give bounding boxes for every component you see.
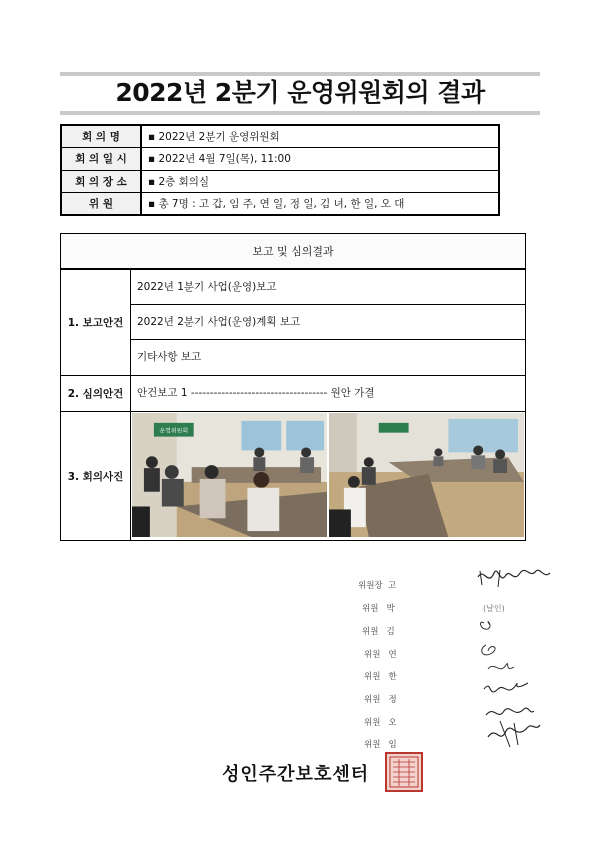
organization-name: 성인주간보호센터 [222, 764, 370, 785]
info-label: 위 원 [61, 193, 141, 216]
signature-role: 위원 [364, 672, 381, 682]
signature-role: 위원 [364, 650, 381, 660]
signature-row [364, 670, 397, 682]
info-row [61, 125, 499, 148]
review-text: 안건보고 1 ------------------------------------ 원안 가결 [137, 387, 375, 399]
seal-pattern [387, 754, 421, 790]
photo-banner-text: 운영위원회 [159, 427, 189, 435]
signature-role: 위원 [364, 695, 381, 705]
signature-role: 위원 [362, 627, 379, 637]
meeting-photo-right [329, 413, 524, 537]
info-label: 회 의 명 [61, 125, 141, 148]
info-value: ▪ 2층 회의실 [141, 170, 499, 193]
report-label: 1. 보고안건 [61, 270, 131, 375]
title-bottom-rule [60, 111, 540, 115]
meeting-photo-left [132, 413, 327, 537]
page-title: 2022년 2분기 운영위원회의 결과 [115, 78, 485, 107]
signature-role: 위원장 [358, 581, 383, 591]
signature-row [364, 693, 397, 705]
review-row [61, 376, 525, 412]
signature-row [364, 738, 397, 750]
report-row [61, 270, 525, 376]
result-header: 보고 및 심의결과 [61, 234, 525, 270]
signature-name: 임 [388, 740, 397, 750]
signature-row [362, 602, 395, 614]
signature-row [358, 579, 396, 591]
report-item: 기타사항 보고 [137, 351, 202, 363]
photo-label: 3. 회의사진 [61, 412, 131, 540]
photo-strip [131, 412, 525, 538]
signature-name: 정 [388, 695, 397, 705]
photo-row [61, 412, 525, 540]
signature-row [362, 625, 395, 637]
signature-row [364, 648, 397, 660]
signature-name: 한 [388, 672, 397, 682]
signature-seal-placeholder: (날인) [483, 604, 505, 613]
signature-name: 김 [386, 627, 395, 637]
review-body [131, 376, 525, 411]
signature-name: 박 [386, 604, 395, 614]
signature-name: 고 [388, 581, 397, 591]
info-value: ▪ 2022년 4월 7일(목), 11:00 [141, 148, 499, 171]
signature-role: 위원 [362, 604, 379, 614]
report-items [131, 270, 525, 375]
review-label: 2. 심의안건 [61, 376, 131, 411]
official-seal-stamp [385, 752, 423, 792]
signature-row [364, 716, 397, 728]
report-item: 2022년 1분기 사업(운영)보고 [131, 270, 525, 305]
info-row [61, 193, 499, 216]
handwritten-signatures [470, 565, 560, 750]
info-label: 회 의 장 소 [61, 170, 141, 193]
meeting-photo-right-image [329, 413, 524, 537]
signature-role: 위원 [364, 740, 381, 750]
info-value: ▪ 총 7명 : 고 갑, 임 주, 연 일, 정 일, 김 녀, 한 일, 오 대 [141, 193, 499, 216]
info-row [61, 170, 499, 193]
result-table [60, 233, 526, 541]
signature-name: 오 [388, 718, 397, 728]
signature-role: 위원 [364, 718, 381, 728]
report-item: 2022년 2분기 사업(운영)계획 보고 [131, 305, 525, 340]
meeting-info-table [60, 124, 500, 216]
info-label: 회 의 일 시 [61, 148, 141, 171]
info-value: ▪ 2022년 2분기 운영위원회 [141, 125, 499, 148]
signature-name: 연 [388, 650, 397, 660]
info-row [61, 148, 499, 171]
meeting-photo-left-image [132, 413, 327, 537]
